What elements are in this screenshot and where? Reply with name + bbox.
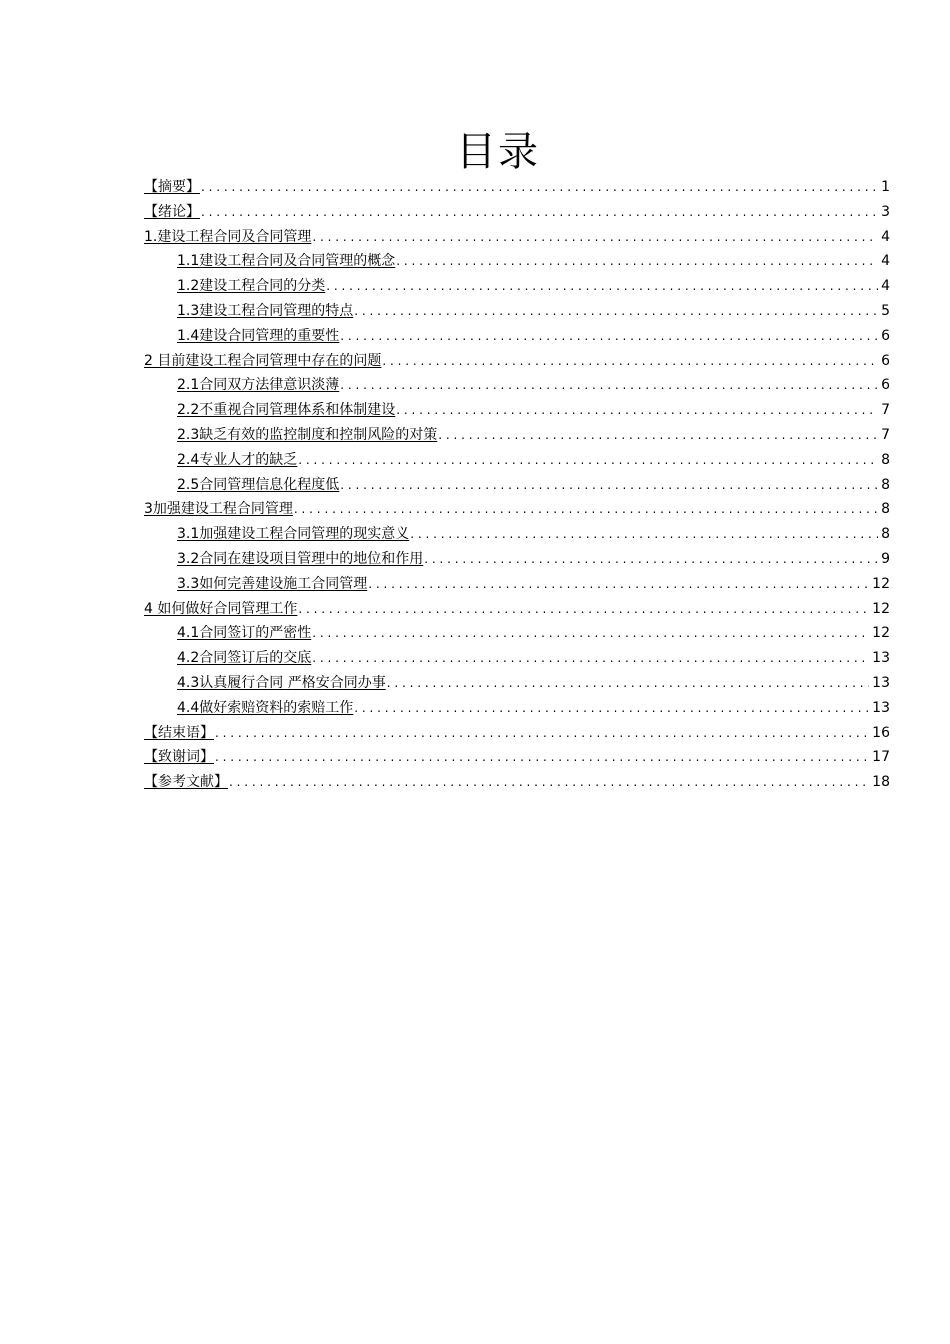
toc-entry-label[interactable]: 4.1合同签订的严密性 [177,625,312,642]
toc-dot-leader [368,572,869,597]
toc-entry-label[interactable]: 4.2合同签订后的交底 [177,650,312,667]
toc-entry-page-number: 18 [872,774,890,791]
toc-entry-page-number: 8 [881,501,890,518]
toc-entry-page-number: 12 [872,625,890,642]
toc-entry-page-number: 12 [872,600,890,617]
toc-entry[interactable] [144,398,890,423]
toc-dot-leader [340,324,878,349]
toc-entry[interactable] [144,423,890,448]
toc-entry-page-number: 4 [881,228,890,245]
toc-entry[interactable] [144,299,890,324]
toc-entry-page-number: 13 [872,699,890,716]
toc-dot-leader [312,225,878,250]
toc-dot-leader [340,373,878,398]
toc-entry-label[interactable]: 2 目前建设工程合同管理中存在的问题 [144,352,382,369]
toc-entry[interactable] [144,721,890,746]
toc-entry[interactable] [144,175,890,200]
toc-entry[interactable] [144,745,890,770]
toc-entry-page-number: 17 [872,749,890,766]
toc-entry[interactable] [144,373,890,398]
toc-entry-label[interactable]: 2.3缺乏有效的监控制度和控制风险的对策 [177,426,438,443]
toc-entry-label[interactable]: 【致谢词】 [144,749,214,766]
toc-dot-leader [312,646,869,671]
toc-entry[interactable] [144,448,890,473]
toc-entry[interactable] [144,274,890,299]
toc-entry-page-number: 7 [881,426,890,443]
toc-entry-page-number: 4 [881,253,890,270]
toc-entry-label[interactable]: 3.3如何完善建设施工合同管理 [177,575,368,592]
toc-entry[interactable] [144,200,890,225]
toc-entry-page-number: 9 [881,550,890,567]
toc-dot-leader [396,398,878,423]
toc-entry-label[interactable]: 2.1合同双方法律意识淡薄 [177,377,340,394]
toc-entry-page-number: 12 [872,575,890,592]
toc-dot-leader [424,547,878,572]
toc-entry-label[interactable]: 2.5合同管理信息化程度低 [177,476,340,493]
toc-dot-leader [340,473,878,498]
toc-dot-leader [438,423,878,448]
toc-title: 目录 [456,129,540,175]
toc-entry[interactable] [144,225,890,250]
toc-entry-page-number: 7 [881,402,890,419]
table-of-contents [144,175,890,795]
toc-entry-label[interactable]: 【参考文献】 [144,774,228,791]
toc-dot-leader [298,448,878,473]
toc-dot-leader [410,522,878,547]
toc-dot-leader [354,299,878,324]
toc-entry-label[interactable]: 【结束语】 [144,724,214,741]
toc-entry-label[interactable]: 1.2建设工程合同的分类 [177,278,326,295]
toc-entry[interactable] [144,349,890,374]
toc-dot-leader [396,249,878,274]
toc-entry[interactable] [144,621,890,646]
toc-entry[interactable] [144,646,890,671]
toc-entry-page-number: 8 [881,451,890,468]
toc-entry-label[interactable]: 4.4做好索赔资料的索赔工作 [177,699,354,716]
toc-entry-page-number: 3 [881,203,890,220]
toc-entry-page-number: 8 [881,476,890,493]
toc-entry-label[interactable]: 3.1加强建设工程合同管理的现实意义 [177,526,410,543]
toc-entry-label[interactable]: 3.2合同在建设项目管理中的地位和作用 [177,550,424,567]
toc-entry[interactable] [144,324,890,349]
toc-entry-page-number: 13 [872,674,890,691]
toc-dot-leader [201,200,878,225]
toc-entry-label[interactable]: 1.建设工程合同及合同管理 [144,228,312,245]
toc-entry[interactable] [144,770,890,795]
toc-entry-label[interactable]: 【绪论】 [144,203,200,220]
toc-dot-leader [382,349,878,374]
toc-entry-label[interactable]: 1.3建设工程合同管理的特点 [177,302,354,319]
toc-entry-page-number: 6 [881,377,890,394]
toc-dot-leader [298,597,869,622]
toc-entry-page-number: 6 [881,352,890,369]
toc-entry-label[interactable]: 3加强建设工程合同管理 [144,501,293,518]
toc-entry-label[interactable]: 4.3认真履行合同 严格安合同办事 [177,674,386,691]
toc-dot-leader [326,274,878,299]
toc-entry-label[interactable]: 2.2不重视合同管理体系和体制建设 [177,402,396,419]
toc-entry-page-number: 1 [881,179,890,195]
toc-entry[interactable] [144,522,890,547]
toc-entry[interactable] [144,497,890,522]
toc-entry-page-number: 13 [872,650,890,667]
toc-entry-label[interactable]: 2.4专业人才的缺乏 [177,451,298,468]
toc-dot-leader [215,721,869,746]
toc-entry-page-number: 8 [881,526,890,543]
toc-entry[interactable] [144,597,890,622]
toc-dot-leader [229,770,869,795]
toc-entry[interactable] [144,572,890,597]
toc-entry-label[interactable]: 1.1建设工程合同及合同管理的概念 [177,253,396,270]
toc-entry-page-number: 4 [881,278,890,295]
toc-dot-leader [294,497,878,522]
toc-dot-leader [387,671,869,696]
toc-entry[interactable] [144,696,890,721]
toc-entry-page-number: 5 [881,302,890,319]
toc-entry-label[interactable]: 4 如何做好合同管理工作 [144,600,298,617]
toc-dot-leader [201,175,878,200]
toc-entry[interactable] [144,547,890,572]
toc-dot-leader [215,745,869,770]
toc-dot-leader [312,621,869,646]
toc-entry[interactable] [144,249,890,274]
toc-entry-label[interactable]: 1.4建设合同管理的重要性 [177,327,340,344]
toc-dot-leader [354,696,869,721]
toc-entry[interactable] [144,671,890,696]
toc-entry-page-number: 16 [872,724,890,741]
toc-entry-label[interactable]: 【摘要】 [144,179,200,195]
toc-entry[interactable] [144,473,890,498]
toc-entry-page-number: 6 [881,327,890,344]
